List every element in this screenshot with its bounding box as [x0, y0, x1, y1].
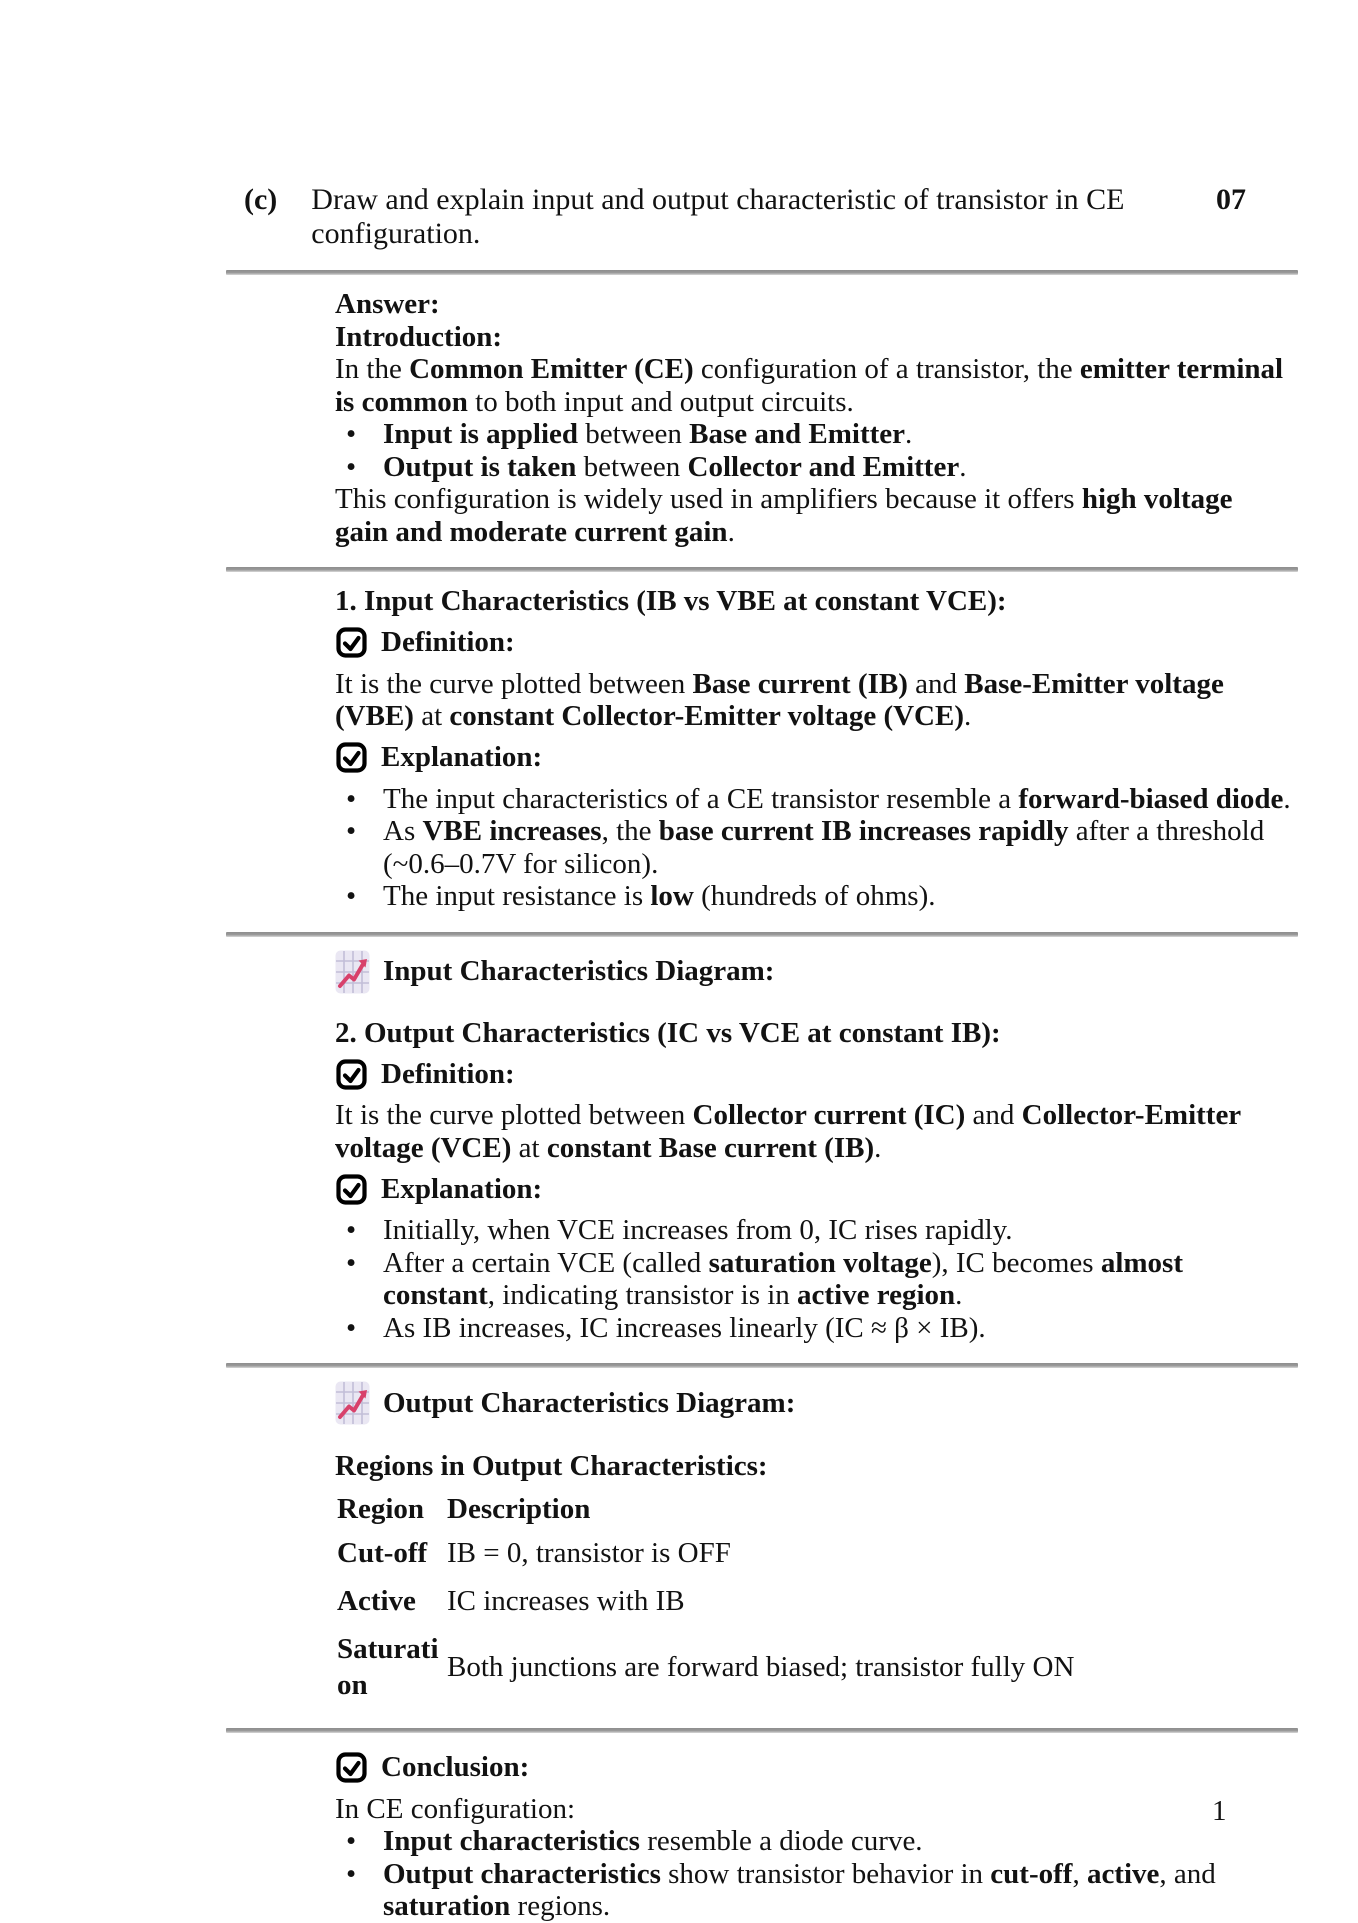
bold-run: low	[650, 880, 694, 912]
bullet-icon: •	[346, 418, 357, 450]
text-run: after a threshold (~0.6–0.7V for silicon).	[383, 815, 1265, 880]
heading-label: Explanation:	[381, 741, 543, 773]
bullet-item	[335, 1214, 1292, 1247]
text-run: at	[511, 1131, 547, 1164]
text-run: ), IC becomes	[931, 1246, 1101, 1279]
bold-run: 1. Input Characteristics (IB vs VBE at constant VCE):	[335, 585, 1007, 617]
text-run: This configuration is widely used in amplifiers because it offers	[335, 483, 1082, 515]
text-run: The input characteristics of a CE transistor resemble a	[383, 782, 1019, 815]
text-run: to both input and output circuits.	[467, 385, 854, 418]
bold-run: active	[1086, 1857, 1160, 1890]
heading-label: Definition:	[381, 1057, 515, 1090]
section-divider	[226, 270, 1298, 275]
text-run: As IB increases, IC increases linearly (IC ≈ β × IB).	[383, 1311, 986, 1344]
bold-run: Input characteristics	[383, 1825, 640, 1857]
text-run: Initially, when VCE increases from 0, IC rises rapidly.	[383, 1214, 1013, 1246]
bullet-item	[335, 418, 1292, 451]
bold-run: Base-Emitter voltage (VBE)	[335, 667, 1224, 732]
section-divider	[226, 1728, 1298, 1733]
check-heading	[335, 621, 1292, 665]
bullet-item	[335, 1825, 1292, 1858]
question-text: Draw and explain input and output characteristic of transistor in CE configuration.	[311, 183, 1125, 250]
text-run: In the	[335, 353, 410, 385]
section-divider	[226, 932, 1298, 937]
table-cell: Saturation	[337, 1632, 439, 1701]
text-run: .	[955, 1279, 963, 1311]
bold-run: forward-biased diode	[1018, 782, 1284, 815]
bullet-item	[335, 815, 1292, 880]
page-number: 1	[1212, 1795, 1227, 1827]
question-marks: 07	[1216, 183, 1246, 216]
chart-increasing-icon	[335, 1381, 370, 1425]
bullet-text	[383, 451, 1292, 484]
table-cell: Both junctions are forward biased; transistor fully ON	[447, 1650, 1075, 1683]
bold-run: almost constant	[383, 1246, 1183, 1311]
bold-run: constant Collector-Emitter voltage (VCE)	[449, 700, 964, 732]
table-header-cell: Region	[337, 1492, 424, 1525]
text-run: show transistor behavior in	[660, 1857, 991, 1890]
bullet-icon: •	[346, 1311, 357, 1344]
paragraph	[335, 321, 1292, 354]
spacer	[0, 997, 1358, 1017]
bullet-text	[383, 783, 1292, 816]
check-heading	[335, 1167, 1292, 1211]
text-run: , indicating transistor is in	[487, 1279, 798, 1311]
bold-run: VBE increases	[422, 815, 602, 847]
heading-label: Explanation:	[381, 1172, 543, 1205]
bold-run: Common Emitter (CE)	[409, 353, 694, 385]
table-cell: IC increases with IB	[447, 1584, 685, 1617]
checkbox-check-icon	[335, 741, 368, 774]
table-cell: Cut-off	[337, 1536, 428, 1569]
bold-run: Collector and Emitter	[687, 450, 960, 483]
checkbox-check-icon	[335, 1751, 368, 1784]
bullet-item	[335, 1247, 1292, 1312]
checkbox-check-icon	[335, 626, 368, 659]
text-run: .	[964, 700, 972, 732]
text-run: and	[907, 667, 965, 700]
bold-run: Output is taken	[383, 450, 577, 483]
bold-run: saturation	[383, 1890, 511, 1922]
bold-run: active region	[797, 1279, 956, 1311]
text-run: between	[576, 450, 688, 483]
bold-run: Introduction:	[335, 320, 503, 353]
text-run: It is the curve plotted between	[335, 1099, 693, 1131]
text-run: .	[1283, 782, 1291, 815]
text-run: at	[413, 700, 450, 732]
regions-table	[337, 1489, 1097, 1709]
bullet-item	[335, 1858, 1292, 1923]
chart-heading	[335, 950, 1292, 994]
table-cell: Active	[337, 1584, 416, 1617]
bold-run: Base current (IB)	[692, 667, 908, 700]
text-run: In CE configuration:	[335, 1792, 576, 1825]
bullet-text	[383, 815, 1292, 880]
checkbox-check-icon	[335, 1058, 368, 1091]
bold-run: emitter terminal is common	[335, 353, 1284, 418]
content	[0, 270, 1358, 1923]
paragraph	[335, 1793, 1292, 1826]
text-run: The input resistance is	[383, 880, 651, 912]
text-run: .	[727, 515, 735, 548]
bullet-text	[383, 418, 1292, 451]
table-row	[337, 1577, 1097, 1625]
text-run: between	[578, 418, 690, 450]
text-run: , the	[601, 815, 659, 847]
bold-run: high voltage gain and moderate current gain	[335, 483, 1233, 548]
text-run: .	[905, 418, 913, 450]
chart-heading	[335, 1381, 1292, 1425]
table-row	[337, 1529, 1097, 1577]
bullet-icon: •	[346, 1246, 357, 1279]
spacer	[0, 1428, 1358, 1450]
text-run: resemble a diode curve.	[639, 1825, 923, 1857]
bullet-item	[335, 880, 1292, 913]
section-divider	[226, 567, 1298, 572]
paragraph	[335, 1017, 1292, 1050]
bold-run: 2. Output Characteristics (IC vs VCE at constant IB):	[335, 1016, 1001, 1049]
bullet-text	[383, 1214, 1292, 1247]
text-run: .	[874, 1131, 882, 1164]
bullet-icon: •	[346, 450, 357, 483]
bold-run: Answer:	[335, 288, 440, 320]
bullet-icon: •	[346, 880, 357, 912]
bold-run: Collector-Emitter voltage (VCE)	[335, 1099, 1241, 1164]
bullet-icon: •	[346, 1825, 357, 1857]
paragraph	[335, 668, 1292, 733]
bold-run: cut-off	[990, 1857, 1073, 1890]
chart-increasing-icon	[335, 950, 370, 994]
check-heading	[335, 1746, 1292, 1790]
bullet-text	[383, 1825, 1292, 1858]
bullet-text	[383, 1312, 1292, 1345]
text-run: configuration of a transistor, the	[693, 353, 1080, 385]
heading-label: Conclusion:	[381, 1751, 530, 1783]
check-heading	[335, 1052, 1292, 1096]
question-header	[244, 0, 1298, 251]
bullet-icon: •	[346, 1857, 357, 1890]
bold-run: Base and Emitter	[689, 418, 906, 450]
bullet-icon: •	[346, 1214, 357, 1246]
bold-run: Input is applied	[383, 418, 579, 450]
heading-label: Definition:	[381, 626, 515, 658]
table-cell: IB = 0, transistor is OFF	[447, 1536, 731, 1569]
text-run: and	[965, 1099, 1022, 1131]
paragraph	[335, 483, 1292, 548]
text-run: (hundreds of ohms).	[693, 880, 936, 912]
bold-run: Regions in Output Characteristics:	[335, 1450, 768, 1482]
table-header-row	[337, 1489, 1097, 1529]
paragraph	[335, 1450, 1292, 1483]
text-run: After a certain VCE (called	[383, 1246, 709, 1279]
table-header-cell: Description	[447, 1492, 591, 1525]
bold-run: Output characteristics	[383, 1857, 661, 1890]
bullet-text	[383, 880, 1292, 913]
bullet-item	[335, 783, 1292, 816]
bold-run: constant Base current (IB)	[546, 1131, 875, 1164]
paragraph	[335, 288, 1292, 321]
text-run: It is the curve plotted between	[335, 667, 693, 700]
bullet-text	[383, 1247, 1292, 1312]
check-heading	[335, 736, 1292, 780]
checkbox-check-icon	[335, 1173, 368, 1206]
bullet-icon: •	[346, 815, 357, 847]
text-run: , and	[1159, 1857, 1216, 1890]
table-row	[337, 1625, 1097, 1709]
bold-run: base current IB increases rapidly	[658, 815, 1069, 847]
paragraph	[335, 1099, 1292, 1164]
bullet-text	[383, 1858, 1292, 1923]
bold-run: saturation voltage	[708, 1246, 932, 1279]
question-label: (c)	[244, 183, 278, 216]
heading-label: Input Characteristics Diagram:	[383, 955, 775, 987]
paragraph	[335, 353, 1292, 418]
heading-label: Output Characteristics Diagram:	[383, 1386, 796, 1419]
paragraph	[335, 585, 1292, 618]
bold-run: Collector current (IC)	[692, 1099, 966, 1131]
text-run: ,	[1072, 1857, 1087, 1890]
section-divider	[226, 1363, 1298, 1368]
bullet-item	[335, 451, 1292, 484]
bullet-icon: •	[346, 782, 357, 815]
bullet-item	[335, 1312, 1292, 1345]
text-run: As	[383, 815, 423, 847]
text-run: regions.	[510, 1890, 611, 1922]
text-run: .	[959, 450, 967, 483]
